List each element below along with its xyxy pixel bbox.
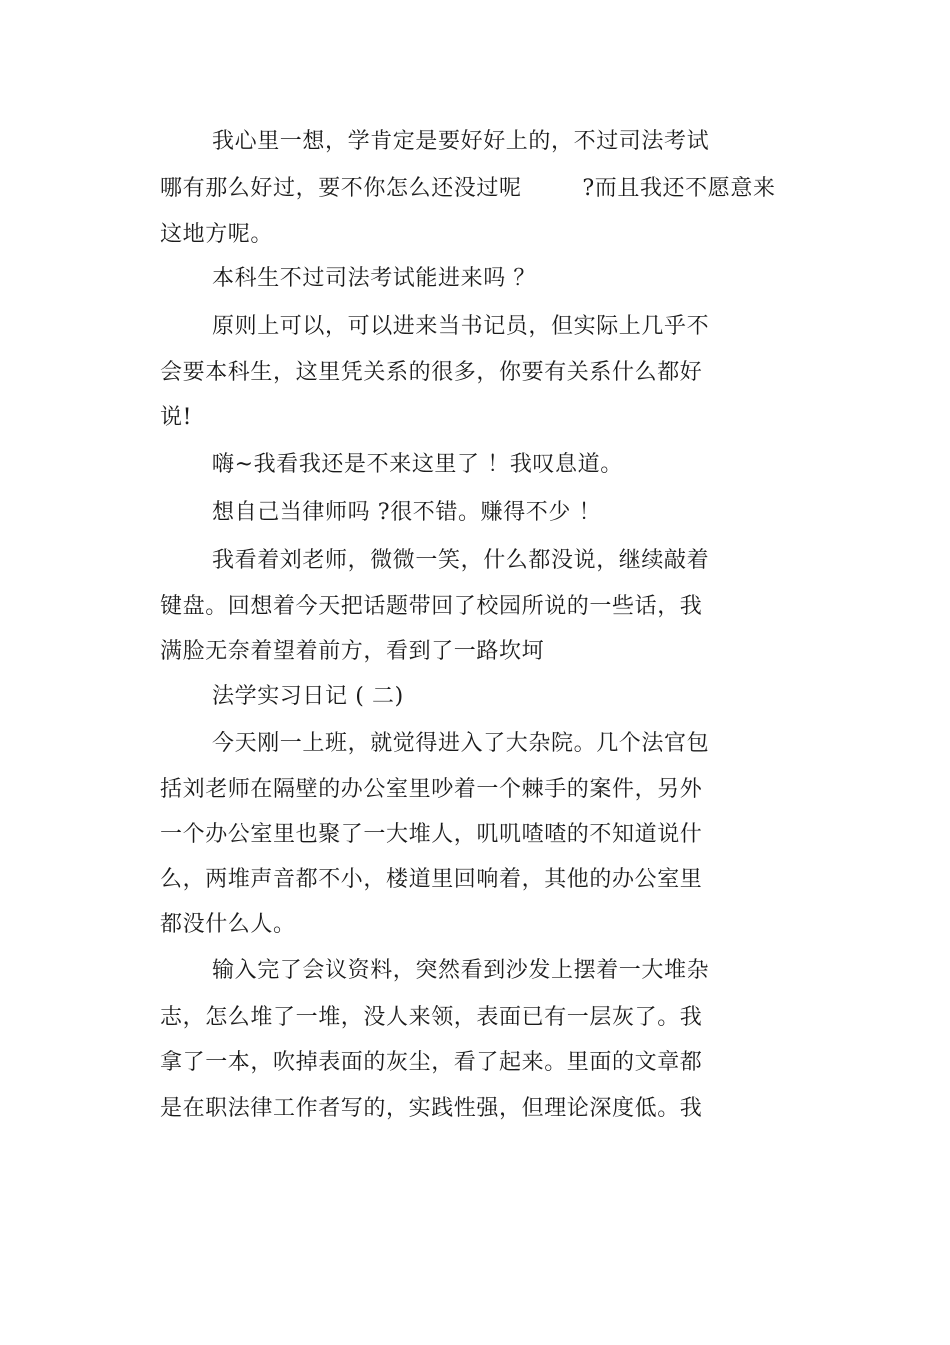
text-line: 都没什么人。: [160, 912, 296, 937]
text-line: 么，两堆声音都不小，楼道里回响着，其他的办公室里: [160, 867, 703, 892]
text-line: 嗨~我看我还是不来这里了 ！我叹息道。: [212, 452, 623, 477]
text-line: 原则上可以，可以进来当书记员，但实际上几乎不: [212, 314, 710, 339]
text-line: 我心里一想，学肯定是要好好上的，不过司法考试: [212, 129, 710, 154]
text-line: 会要本科生，这里凭关系的很多，你要有关系什么都好: [160, 360, 703, 385]
text-line: 哪有那么好过，要不你怎么还没过呢 ?而且我还不愿意来: [160, 176, 776, 201]
text-line: 想自己当律师吗 ?很不错。赚得不少 ！: [212, 500, 602, 525]
text-line: 括刘老师在隔壁的办公室里吵着一个棘手的案件，另外: [160, 777, 703, 802]
text-line: 我看着刘老师，微微一笑，什么都没说，继续敲着: [212, 548, 710, 573]
text-line: 志，怎么堆了一堆，没人来领，表面已有一层灰了。我: [160, 1005, 703, 1030]
text-line: 键盘。回想着今天把话题带回了校园所说的一些话，我: [160, 594, 703, 619]
text-line: 本科生不过司法考试能进来吗 ？: [212, 266, 536, 291]
text-line: 是在职法律工作者写的，实践性强，但理论深度低。我: [160, 1096, 703, 1121]
text-line: 输入完了会议资料，突然看到沙发上摆着一大堆杂: [212, 958, 710, 983]
text-line: 拿了一本，吹掉表面的灰尘，看了起来。里面的文章都: [160, 1050, 703, 1075]
text-line: 满脸无奈着望着前方，看到了一路坎坷: [160, 639, 545, 664]
text-line: 今天刚一上班，就觉得进入了大杂院。几个法官包: [212, 731, 710, 756]
text-line: 说!: [160, 405, 193, 430]
section-heading: 法学实习日记 ( 二): [212, 684, 404, 709]
text-line: 这地方呢。: [160, 222, 274, 247]
text-line: 一个办公室里也聚了一大堆人，叽叽喳喳的不知道说什: [160, 822, 703, 847]
